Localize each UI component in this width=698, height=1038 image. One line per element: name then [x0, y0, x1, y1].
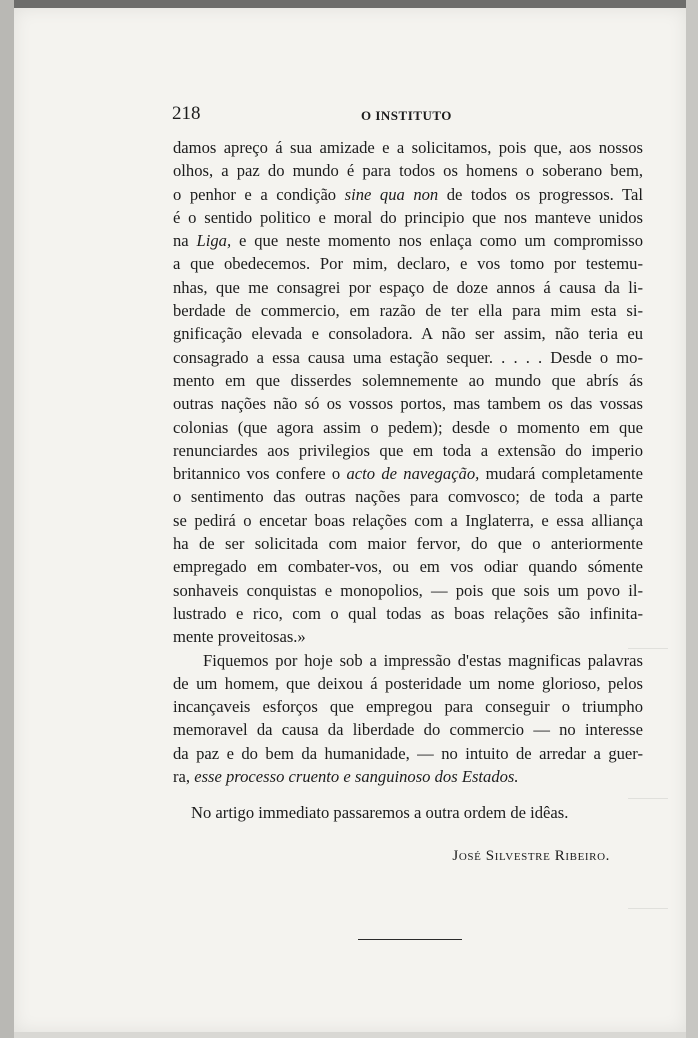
- paragraph-3: [173, 801, 643, 824]
- text-line: gnificação elevada e consoladora. A não ser assim, não teria eu: [173, 324, 643, 344]
- paragraph-1: [173, 136, 643, 649]
- text-line: o penhor e a condição sine qua non de todos os progressos. Tal: [173, 184, 644, 204]
- text-line: berdade de commercio, em razão de ter ella para mim esta si-: [173, 301, 643, 321]
- text-line: se pedirá o encetar boas relações com a Inglaterra, e essa alliança: [173, 510, 643, 530]
- scan-left-edge: [0, 0, 14, 1038]
- text-line: consagrado a essa causa uma estação sequer. . . . . Desde o mo-: [173, 347, 643, 367]
- end-rule: [358, 939, 462, 940]
- running-title: O INSTITUTO: [361, 108, 452, 123]
- scan-right-edge: [686, 0, 698, 1038]
- text-line: da paz e do bem da humanidade, — no intuito de arredar a guer-: [173, 743, 643, 763]
- text-line: o sentimento das outras nações para comvosco; de toda a parte: [173, 487, 643, 507]
- text-line: colonias (que agora assim o pedem); desde o momento em que: [173, 417, 643, 437]
- text-line: ha de ser solicitada com maior fervor, do que o anteriormente: [173, 534, 643, 554]
- italic-phrase: Liga,: [196, 231, 232, 251]
- page-number: 218: [172, 103, 201, 124]
- text-line: No artigo immediato passaremos a outra ordem de idêas.: [191, 803, 569, 823]
- italic-phrase: esse processo cruento e sanguinoso dos Estados.: [194, 767, 519, 787]
- italic-phrase: acto de navegação,: [346, 464, 480, 484]
- paragraph-gap: [173, 788, 643, 801]
- text-line: outras nações não só os vossos portos, mas tambem os das vossas: [173, 394, 643, 414]
- text-line: damos apreço á sua amizade e a solicitamos, pois que, aos nossos: [173, 138, 643, 157]
- text-line: na Liga, e que neste momento nos enlaça como um compromisso: [173, 231, 644, 251]
- text-line: empregado em combater-vos, ou em vos odiar quando sómente: [173, 557, 643, 577]
- text-line: é o sentido politico e moral do principio que nos manteve unidos: [173, 207, 643, 227]
- text-line: nhas, que me consagrei por espaço de doze annos á causa da li-: [173, 277, 643, 297]
- text-line: britannico vos confere o acto de navegação, mudará completamente: [173, 464, 643, 484]
- text-line: a que obedecemos. Por mim, declaro, e vos tomo por testemu-: [173, 254, 643, 274]
- italic-phrase: sine qua non: [344, 184, 439, 204]
- scan-top-border: [0, 0, 698, 8]
- page-header: [158, 103, 618, 127]
- text-line: ra, esse processo cruento e sanguinoso dos Estados.: [173, 767, 519, 787]
- text-line: renunciardes aos privilegios que em toda a extensão do imperio: [173, 440, 643, 460]
- text-line: de um homem, que deixou á posteridade um nome glorioso, pelos: [173, 673, 643, 693]
- text-line: incançaveis esforços que empregou para conseguir o triumpho: [173, 697, 643, 717]
- article-body: [173, 136, 643, 825]
- text-line: memoravel da causa da liberdade do commercio — no interesse: [173, 720, 643, 740]
- author-signature: José Silvestre Ribeiro.: [452, 848, 610, 864]
- text-line: mento em que disserdes solemnemente ao mundo que abrís ás: [173, 370, 643, 390]
- text-line: olhos, a paz do mundo é para todos os homens o soberano bem,: [173, 161, 643, 181]
- bleed-through-mark: [628, 908, 668, 909]
- text-line: sonhaveis conquistas e monopolios, — pois que sois um povo il-: [173, 580, 643, 600]
- paragraph-2: [173, 649, 643, 789]
- text-line: Fiquemos por hoje sob a impressão d'estas magnificas palavras: [203, 650, 643, 670]
- text-line: lustrado e rico, com o qual todas as boas relações são infinita-: [173, 603, 643, 623]
- text-line: mente proveitosas.»: [173, 627, 306, 647]
